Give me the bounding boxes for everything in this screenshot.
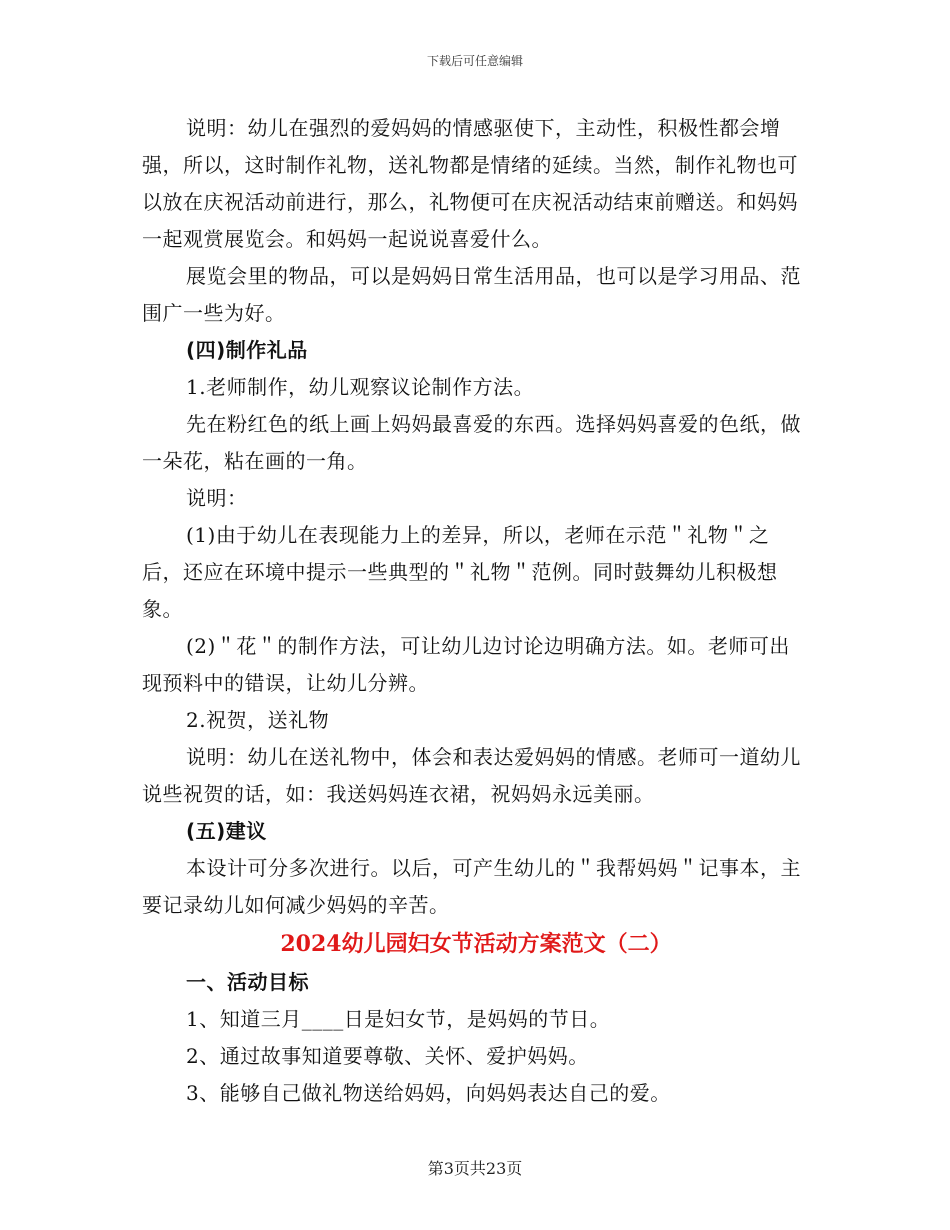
paragraph-explanation: 说明：幼儿在强烈的爱妈妈的情感驱使下，主动性，积极性都会增强，所以，这时制作礼物，送礼物都是情绪的延续。当然，制作礼物也可以放在庆祝活动前进行，那么，礼物便可在庆祝活动结束前赠送。和妈妈一起观赏展览会。和妈妈一起说说喜爱什么。 [142, 116, 798, 251]
paragraph-suggestion: 本设计可分多次进行。以后，可产生幼儿的＂我帮妈妈＂记事本，主要记录幼儿如何减少妈妈的辛苦。 [142, 856, 801, 917]
paragraph-explanation-label: 说明： [186, 486, 248, 510]
heading-activity-goals: 一、活动目标 [186, 970, 309, 994]
paragraph-exhibition: 展览会里的物品，可以是妈妈日常生活用品，也可以是学习用品、范围广一些为好。 [142, 264, 801, 325]
heading-suggestion: (五)建议 [186, 819, 267, 843]
page-footer: 第3页共23页 [427, 1159, 523, 1178]
paragraph-note-1: (1)由于幼儿在表现能力上的差异，所以，老师在示范＂礼物＂之后，还应在环境中提示一些典型的＂礼物＂范例。同时鼓舞幼儿积极想象。 [142, 523, 778, 621]
goal-item-2: 2、通过故事知道要尊敬、关怀、爱护妈妈。 [186, 1044, 589, 1068]
document-body [142, 110, 810, 1112]
page-header: 下载后可任意编辑 [426, 54, 523, 68]
section-title: 2024幼儿园妇女节活动方案范文（二） [280, 931, 672, 957]
paragraph-note-2: (2)＂花＂的制作方法，可让幼儿边讨论边明确方法。如。老师可出现预料中的错误，让幼儿分辨。 [142, 634, 790, 695]
goal-item-3: 3、能够自己做礼物送给妈妈，向妈妈表达自己的爱。 [186, 1081, 671, 1105]
paragraph-teacher-make: 1.老师制作，幼儿观察议论制作方法。 [186, 375, 535, 399]
paragraph-pink-paper: 先在粉红色的纸上画上妈妈最喜爱的东西。选择妈妈喜爱的色纸，做一朵花，粘在画的一角。 [142, 412, 801, 473]
paragraph-congratulate: 2.祝贺，送礼物 [186, 708, 330, 732]
paragraph-send-gift-explanation: 说明：幼儿在送礼物中，体会和表达爱妈妈的情感。老师可一道幼儿说些祝贺的话，如：我送妈妈连衣裙，祝妈妈永远美丽。 [142, 745, 801, 806]
goal-item-1: 1、知道三月____日是妇女节，是妈妈的节日。 [186, 1007, 611, 1031]
heading-make-gift: (四)制作礼品 [186, 338, 308, 362]
